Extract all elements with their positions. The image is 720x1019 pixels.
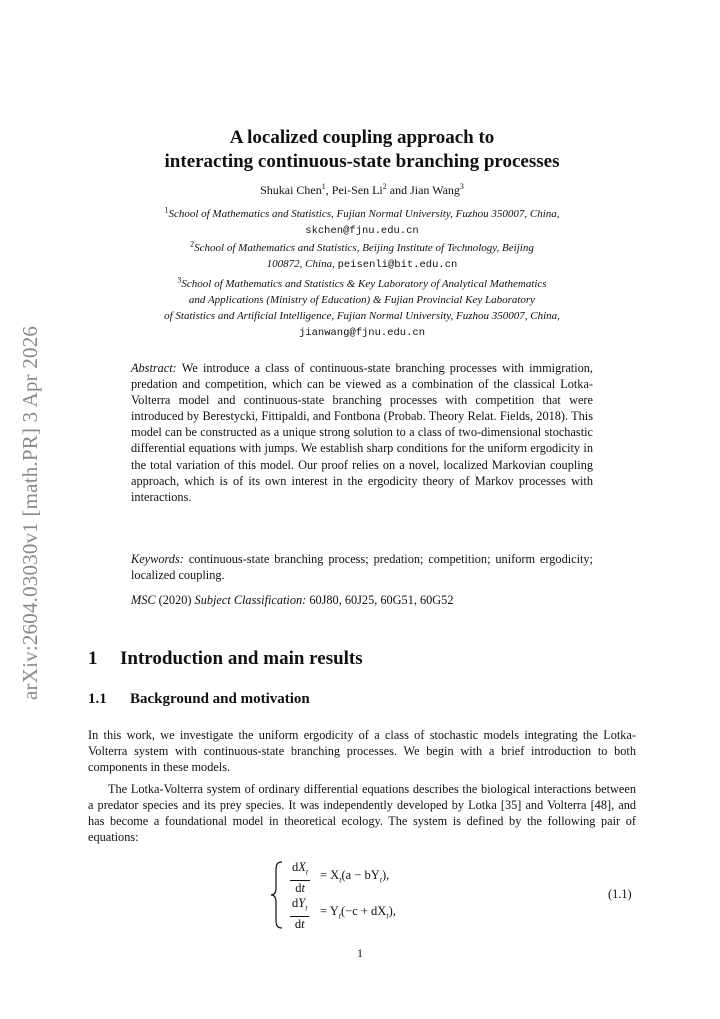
author-2-mark: 2 [382,182,387,191]
fraction-dx-dt [290,860,310,896]
rhs-text: ), [388,904,396,918]
affiliation-3-text: School of Mathematics and Statistics & Key Laboratory of Analytical Mathematics [181,278,547,290]
rhs-text: (−c + dX [340,904,387,918]
rhs-sub: t [338,911,341,921]
rhs-text: = Y [320,904,339,918]
author-1-mark: 1 [321,182,326,191]
rhs-sub: t [339,875,342,885]
msc-year: (2020) [158,593,192,607]
frac-var: t [301,880,305,895]
page-number: 1 [357,946,363,960]
affiliation-2-text: School of Mathematics and Statistics, Beijing Institute of Technology, Beijing [194,242,534,254]
title-line-2: interacting continuous-state branching processes [164,151,560,172]
frac-sub: t [305,903,308,913]
msc-label-tail: Subject Classification: [194,593,307,607]
paragraph-2: The Lotka-Volterra system of ordinary differential equations describes the biological interactions between a predator species and its prey species. It was independently developed by Lotka [35] and Volterra [48], and has become a foundational model in theoretical ecology. The system is defined by the following pair of equations: [88,782,636,845]
frac-sub: t [305,867,309,877]
frac-d: d [294,916,302,931]
abstract-label: Abstract: [131,361,177,375]
frac-var: X [298,860,306,874]
frac-d: d [295,880,302,895]
author-3-mark: 3 [459,182,464,191]
author-separator: and [386,183,411,197]
subsection-number: 1.1 [88,691,107,707]
author-3: Jian Wang [410,183,460,197]
keywords [131,551,593,583]
affiliation-2-email[interactable]: peisenli@bit.edu.cn [337,259,458,271]
section-title: Introduction and main results [120,648,363,669]
section-number: 1 [88,648,98,669]
affiliation-2-mark: 2 [190,239,195,249]
equation-1-1 [270,860,630,930]
author-separator: , [325,183,332,197]
author-2: Pei-Sen Li [331,183,383,197]
affiliation-2 [88,240,636,273]
rhs-sub: t [386,911,389,921]
frac-var: t [301,916,305,931]
affiliation-3-text-cont2: of Statistics and Artificial Intelligence, Fujian Normal University, Fuzhou 350007, China, [164,310,560,322]
msc-codes: 60J80, 60J25, 60G51, 60G52 [309,593,454,607]
frac-d: d [292,860,299,874]
author-1: Shukai Chen [260,183,322,197]
keywords-label: Keywords: [131,552,184,566]
rhs-text: (a − bY [341,868,380,882]
rhs-text: ), [381,868,390,882]
affiliation-1-text: School of Mathematics and Statistics, Fujian Normal University, Fuzhou 350007, China, [168,208,560,220]
subsection-heading [88,691,310,708]
fraction-dy-dt [290,896,309,932]
affiliation-1 [88,206,636,239]
frac-d: d [292,896,299,910]
msc-label: MSC [131,593,156,607]
abstract-text: We introduce a class of continuous-state branching processes with immigration, predation and competition, which can be viewed as a combination of the classical Lotka-Volterra model and continuous-state branching processes with competition that were introduced by Berestycki, Fittipaldi, and Fontbona (Probab. Theory Relat. Fields, 2018). This model can be constructed as a unique strong solution to a class of two-dimensional stochastic differential equations with jumps. We establish sharp conditions for the uniform ergodicity in the total variation of this model. Our proof relies on a novel, localized Markovian coupling approach, which is of its own interest in the ergodicity theory of Markov processes with interactions. [131,361,593,504]
equation-rhs-2 [320,904,396,921]
abstract [131,360,593,505]
msc-classification [131,592,593,608]
rhs-text: = X [320,868,340,882]
author-list [88,183,636,198]
affiliation-1-mark: 1 [164,205,169,215]
subsection-title: Background and motivation [130,691,310,707]
rhs-sub: t [379,875,382,885]
keywords-text: continuous-state branching process; predation; competition; uniform ergodicity; localized coupling. [131,552,593,583]
left-brace-icon [270,860,284,930]
affiliation-3-mark: 3 [177,275,182,285]
affiliation-1-email[interactable]: skchen@fjnu.edu.cn [305,225,419,237]
affiliation-3 [88,276,636,341]
section-heading [88,648,363,670]
equation-number: (1.1) [608,887,632,901]
paper-title [88,126,636,174]
affiliation-3-text-cont: and Applications (Ministry of Education) & Fujian Provincial Key Laboratory [188,294,536,306]
affiliation-2-text-cont: 100872, China, [266,258,335,270]
title-line-1: A localized coupling approach to [229,127,495,148]
equation-rhs-1 [320,868,389,885]
affiliation-3-email[interactable]: jianwang@fjnu.edu.cn [298,327,426,339]
paragraph-1: In this work, we investigate the uniform ergodicity of a class of stochastic models integrating the Lotka-Volterra system with continuous-state branching processes. We begin with a brief introduction to both components in these models. [88,728,636,775]
arxiv-stamp: arXiv:2604.03030v1 [math.PR] 3 Apr 2026 [18,325,42,700]
frac-var: Y [298,896,306,910]
